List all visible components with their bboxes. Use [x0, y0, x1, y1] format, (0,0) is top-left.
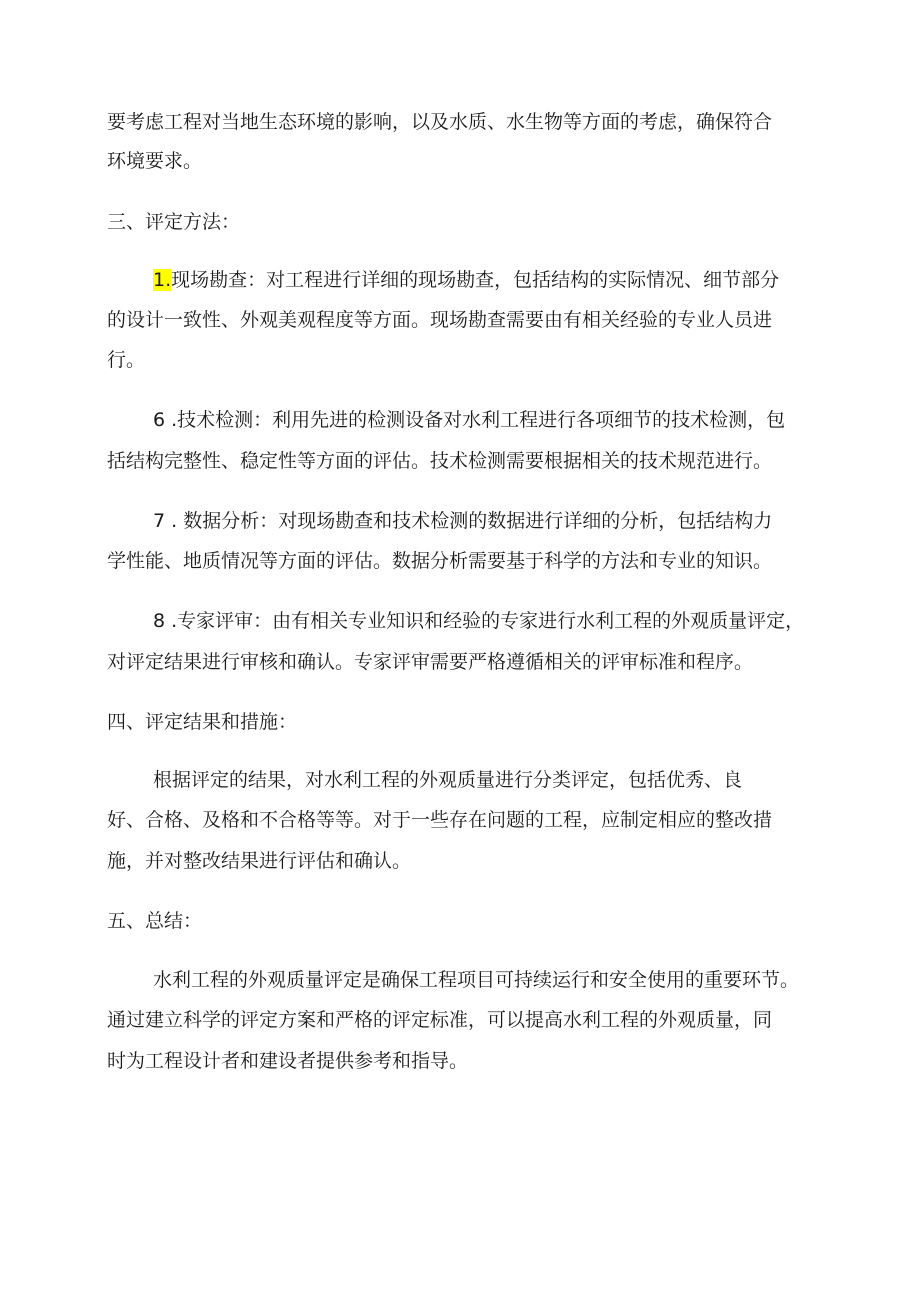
- item-7-line-2: 学性能、地质情况等方面的评估。数据分析需要基于科学的方法和专业的知识。: [107, 550, 773, 572]
- item-1-line-2: 的设计一致性、外观美观程度等方面。现场勘查需要由有相关经验的专业人员进: [107, 309, 773, 331]
- section-3-heading: 三、评定方法：: [107, 211, 241, 233]
- item-1-line-1: [153, 271, 779, 290]
- item-1-line-3: 行。: [107, 349, 146, 371]
- section-5-heading: 五、总结：: [107, 910, 203, 932]
- summary-para-line-1: 水利工程的外观质量评定是确保工程项目可持续运行和安全使用的重要环节。: [153, 969, 800, 991]
- result-para-line-2: 好、合格、及格和不合格等等。对于一些存在问题的工程，应制定相应的整改措: [107, 809, 773, 831]
- summary-para-line-3: 时为工程设计者和建设者提供参考和指导。: [107, 1050, 469, 1072]
- item-8-line-1: 8 .专家评审：由有相关专业知识和经验的专家进行水利工程的外观质量评定，: [153, 610, 805, 632]
- env-para-line-2: 环境要求。: [107, 150, 203, 172]
- item-7-line-1: 7 . 数据分析：对现场勘查和技术检测的数据进行详细的分析，包括结构力: [153, 510, 773, 532]
- summary-para-line-2: 通过建立科学的评定方案和严格的评定标准，可以提高水利工程的外观质量，同: [107, 1009, 773, 1031]
- item-8-line-2: 对评定结果进行审核和确认。专家评审需要严格遵循相关的评审标准和程序。: [107, 651, 754, 673]
- result-para-line-1: 根据评定的结果，对水利工程的外观质量进行分类评定，包括优秀、良: [153, 769, 743, 791]
- env-para-line-1: 要考虑工程对当地生态环境的影响，以及水质、水生物等方面的考虑，确保符合: [107, 111, 773, 133]
- section-4-heading: 四、评定结果和措施：: [107, 711, 298, 733]
- item-6-line-1: 6 .技术检测：利用先进的检测设备对水利工程进行各项细节的技术检测，包: [153, 409, 786, 431]
- item-1-text: 现场勘查：对工程进行详细的现场勘查，包括结构的实际情况、细节部分: [171, 269, 780, 291]
- item-1-number-highlight: 1.: [153, 269, 172, 291]
- result-para-line-3: 施，并对整改结果进行评估和确认。: [107, 850, 412, 872]
- item-6-line-2: 括结构完整性、稳定性等方面的评估。技术检测需要根据相关的技术规范进行。: [107, 450, 773, 472]
